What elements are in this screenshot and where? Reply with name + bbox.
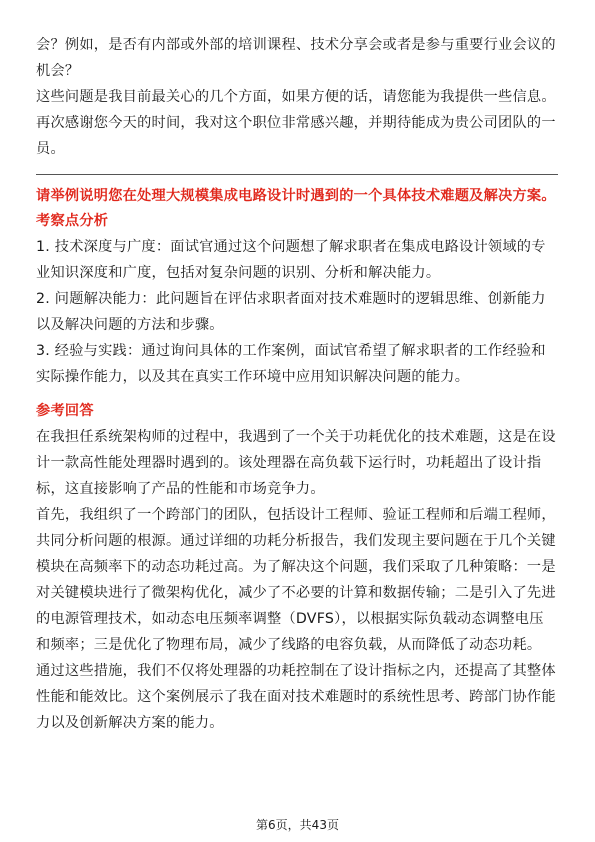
answer-paragraph-2: 首先，我组织了一个跨部门的团队，包括设计工程师、验证工程师和后端工程师，共同分析问题的根源。通过详细的功耗分析报告，我们发现主要问题在于几个关键模块在高频率下的动态功耗过高。为了解决这个问题，我们采取了几种策略：一是对关键模块进行了微架构优化，减少了不必要的计算和数据传输；二是引入了先进的电源管理技术，如动态电压频率调整（DVFS），以根据实际负载动态调整电压和频率；三是优化了物理布局，减少了线路的电容负载，从而降低了动态功耗。 (36, 507, 556, 653)
previous-answer-continuation (36, 32, 558, 162)
continuation-paragraph-3: 再次感谢您今天的时间，我对这个职位非常感兴趣，并期待能成为贵公司团队的一员。 (36, 115, 556, 157)
continuation-paragraph-2: 这些问题是我目前最关心的几个方面，如果方便的话，请您能为我提供一些信息。 (36, 89, 556, 105)
page-content (36, 32, 558, 736)
answer-paragraph-1: 在我担任系统架构师的过程中，我遇到了一个关于功耗优化的技术难题，这是在设计一款高性能处理器时遇到的。该处理器在高负载下运行时，功耗超出了设计指标，这直接影响了产品的性能和市场竞争力。 (36, 429, 556, 497)
analysis-item-2: 2. 问题解决能力：此问题旨在评估求职者面对技术难题时的逻辑思维、创新能力以及解决问题的方法和步骤。 (36, 291, 546, 333)
section-divider (36, 174, 558, 175)
answer-paragraph-3: 通过这些措施，我们不仅将处理器的功耗控制在了设计指标之内，还提高了其整体性能和能效比。这个案例展示了我在面对技术难题时的系统性思考、跨部门协作能力以及创新解决方案的能力。 (36, 663, 556, 731)
continuation-paragraph-1: 会？例如，是否有内部或外部的培训课程、技术分享会或者是参与重要行业会议的机会？ (36, 37, 556, 79)
analysis-heading: 考察点分析 (36, 213, 109, 229)
interview-question: 请举例说明您在处理大规模集成电路设计时遇到的一个具体技术难题及解决方案。 (36, 188, 556, 204)
analysis-item-1: 1. 技术深度与广度：面试官通过这个问题想了解求职者在集成电路设计领域的专业知识深度和广度，包括对复杂问题的识别、分析和解决能力。 (36, 239, 546, 281)
page-number-footer: 第6页，共43页 (256, 818, 339, 832)
analysis-item-3: 3. 经验与实践：通过询问具体的工作案例，面试官希望了解求职者的工作经验和实际操作能力，以及其在真实工作环境中应用知识解决问题的能力。 (36, 343, 546, 385)
answer-heading: 参考回答 (36, 403, 94, 419)
